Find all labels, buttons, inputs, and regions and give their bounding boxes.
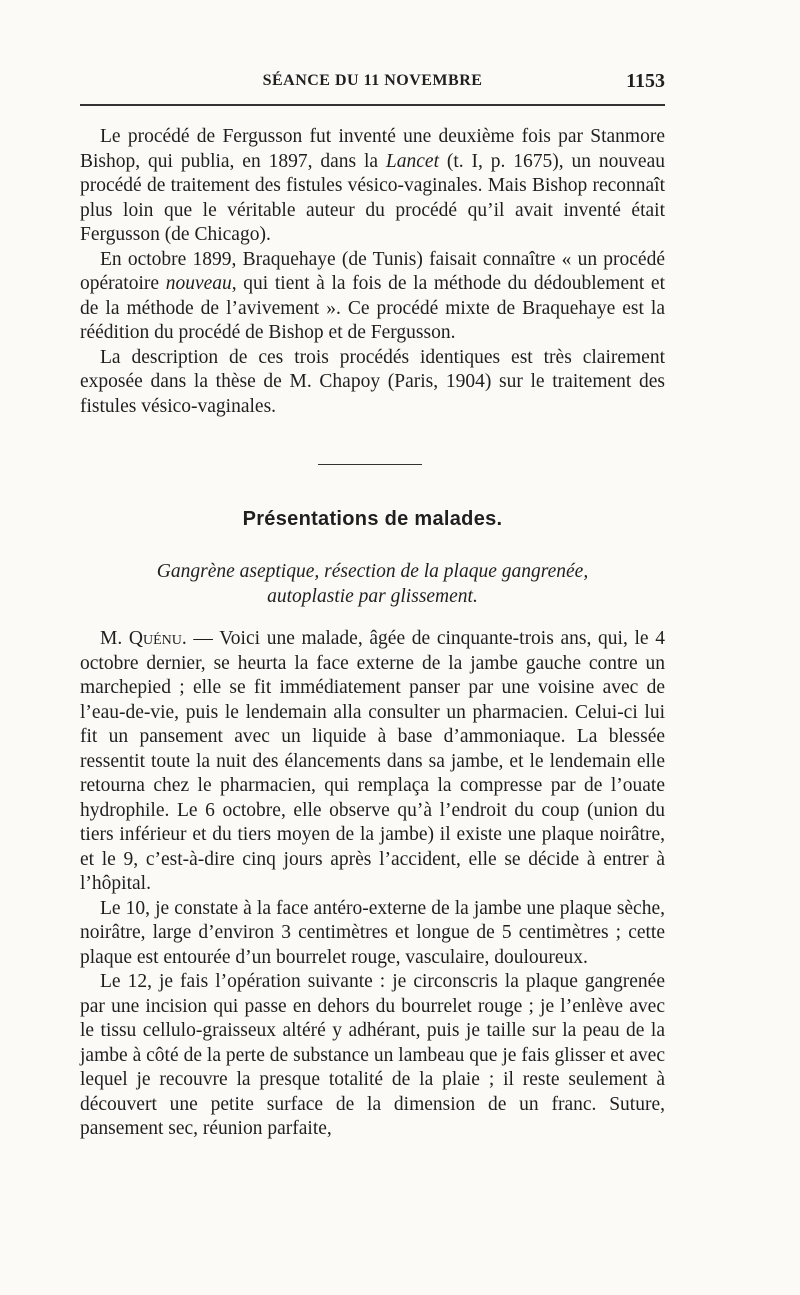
paragraph: La description de ces trois procédés identiques est très clairement exposée dans la thèse de M. Chapoy (Paris, 1904) sur le traitement des fistules vésico-vaginales. (80, 346, 665, 417)
running-title: SÉANCE DU 11 NOVEMBRE (262, 72, 483, 89)
paragraph (80, 627, 665, 897)
text-run: , qui tient à la fois de la méthode du dédoublement et de la méthode de l’avivement ». Ce procédé mixte de Braquehaye est la réédition du procédé de Bishop et de Fergusson. (80, 273, 666, 343)
running-head (80, 68, 665, 92)
subheading-line-2: autoplastie par glissement. (267, 585, 478, 607)
text-run: Le procédé de Fergusson fut inventé une deuxième fois par Stanmore Bishop, qui publia, en 1897, dans la (80, 126, 665, 172)
section-heading: Présentations de malades. (242, 508, 503, 530)
text-block-case (80, 627, 665, 1142)
text-run: — Voici une malade, âgée de cinquante-trois ans, qui, le 4 octobre dernier, se heurta la face externe de la jambe gauche contre un marchepied ; elle se fit immédiatement panser par une voisine avec de l’eau-de-vie, puis le lendemain alla consulter un pharmacien. Celui-ci lui fit un pansement avec un liquide à base d’ammoniaque. La blessée ressentit toute la nuit des élancements dans sa jambe, et le lendemain elle retourna chez le pharmacien, qui remplaça la compresse par de l’ouate hydrophile. Le 6 octobre, elle observe qu’à l’endroit du coup (union du tiers inférieur et du tiers moyen de la jambe) il existe une plaque noirâtre, et le 9, c’est-à-dire cinq jours après l’accident, elle se décide à entrer à l’hôpital. (80, 628, 665, 894)
paragraph (80, 248, 665, 346)
text-block-fistules (80, 125, 665, 419)
italic-title-lancet: Lancet (385, 150, 439, 172)
paragraph: Le 12, je fais l’opération suivante : je circonscris la plaque gangrenée par une incision qui passe en dehors du bourrelet rouge ; je l’enlève avec le tissu cellulo-graisseux altéré y adhérant, puis je taille sur la peau de la jambe à côté de la perte de substance un lambeau que je fais glisser et avec lequel je recouvre la presque totalité de la plaie ; il reste seulement à découvert une petite surface de la dimension de un franc. Suture, pansement sec, réunion parfaite, (80, 971, 665, 1139)
text-run: En octobre 1899, Braquehaye (de Tunis) faisait connaître « un procédé opératoire (80, 248, 665, 294)
paragraph: Le 10, je constate à la face antéro-externe de la jambe une plaque sèche, noirâtre, large d’environ 3 centimètres et longue de 5 centimètres ; cette plaque est entourée d’un bourrelet rouge, vasculaire, douloureux. (80, 897, 665, 968)
header-rule (80, 104, 665, 106)
case-subheading (80, 560, 665, 609)
paragraph (80, 125, 665, 248)
text-run: (t. I, p. 1675), un nouveau procédé de traitement des fistules vésico-vaginales. Mais Bishop reconnaît plus loin que le véritable auteur du procédé qu’il avait inventé était Fergusson (de Chicago). (80, 150, 665, 245)
page-number: 1153 (626, 70, 665, 92)
subheading-line-1: Gangrène aseptique, résection de la plaque gangrenée, (156, 561, 589, 582)
section-separator (318, 464, 422, 465)
italic-word-nouveau: nouveau (165, 273, 232, 294)
speaker-name: M. Quénu. (100, 628, 187, 649)
